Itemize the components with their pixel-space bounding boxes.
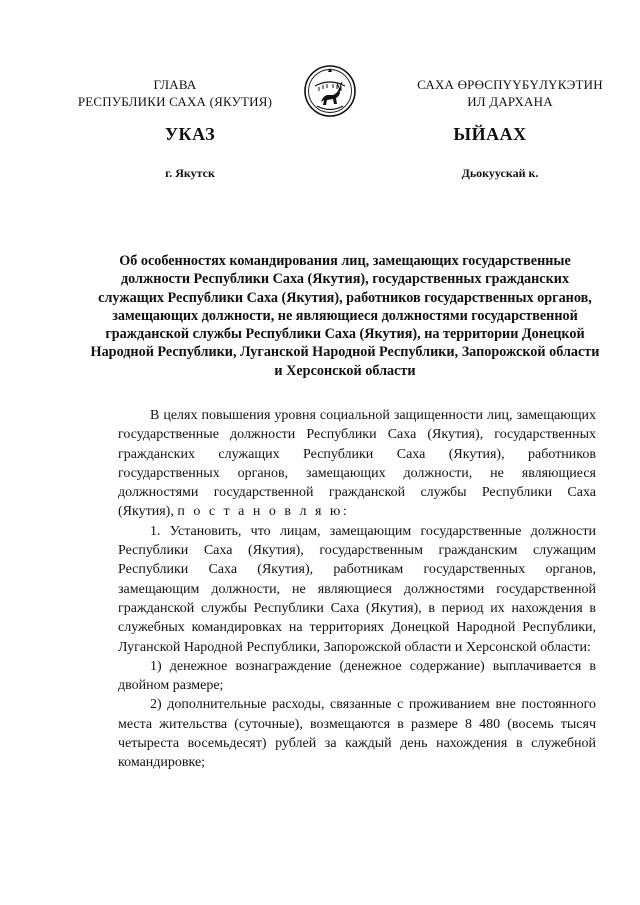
- doc-kind-ru: УКАЗ: [164, 124, 216, 144]
- header-right-line2: ИЛ ДАРХАНА: [467, 94, 553, 109]
- header-left-line2: РЕСПУБЛИКИ САХА (ЯКУТИЯ): [77, 94, 273, 109]
- preamble-text: В целях повышения уровня социальной защищенности лиц, замещающих государственные должности Республики Саха (Якутия), государственных гражданских служащих Республики Саха (Якутия), работников государственных органов, замещающих должности, не являющиеся должностями государственной гражданской службы Республики Саха (Якутия),: [118, 408, 596, 520]
- decree-word: п о с т а н о в л я ю:: [177, 504, 350, 520]
- header-left-line1: ГЛАВА: [153, 77, 197, 92]
- header-right: [380, 76, 640, 110]
- decree-body: [118, 406, 596, 773]
- city-sah: Дьокуускай к.: [461, 166, 539, 180]
- subitem-2: 2) дополнительные расходы, связанные с проживанием вне постоянного места жительства (суточные), возмещаются в размере 8 480 (восемь тысяч четыреста восемьдесят) рублей за каждый день нахождения в служебной командировке;: [118, 697, 596, 771]
- preamble-paragraph: [118, 406, 596, 522]
- header-left: [70, 76, 280, 110]
- item-1: 1. Установить, что лицам, замещающим государственные должности Республики Саха (Якутия), государственным гражданским служащим Республики Саха (Якутия), работникам государственных органов, замещающим должности, не являющиеся должностями государственной гражданской службы Республики Саха (Якутия), в период их нахождения в служебных командировках на территориях Донецкой Народной Республики, Луганской Народной Республики, Запорожской области и Херсонской области:: [118, 523, 596, 655]
- city-ru: г. Якутск: [165, 166, 215, 180]
- decree-title: Об особенностях командирования лиц, замещающих государственные должности Республики Саха (Якутия), государственных гражданских служащих Республики Саха (Якутия), работников государственных органов, замещающих должности, не являющиеся должностями государственной гражданской службы Республики Саха (Якутия), на территории Донецкой Народной Республики, Луганской Народной Республики, Запорожской области и Херсонской области: [90, 253, 600, 379]
- doc-kind-sah: ЫЙААХ: [453, 124, 527, 144]
- header-right-line1: САХА ӨРӨСПҮҮБҮЛҮКЭТИН: [417, 77, 603, 92]
- coat-of-arms-icon: [303, 60, 357, 120]
- subitem-1: 1) денежное вознаграждение (денежное содержание) выплачивается в двойном размере;: [118, 658, 596, 694]
